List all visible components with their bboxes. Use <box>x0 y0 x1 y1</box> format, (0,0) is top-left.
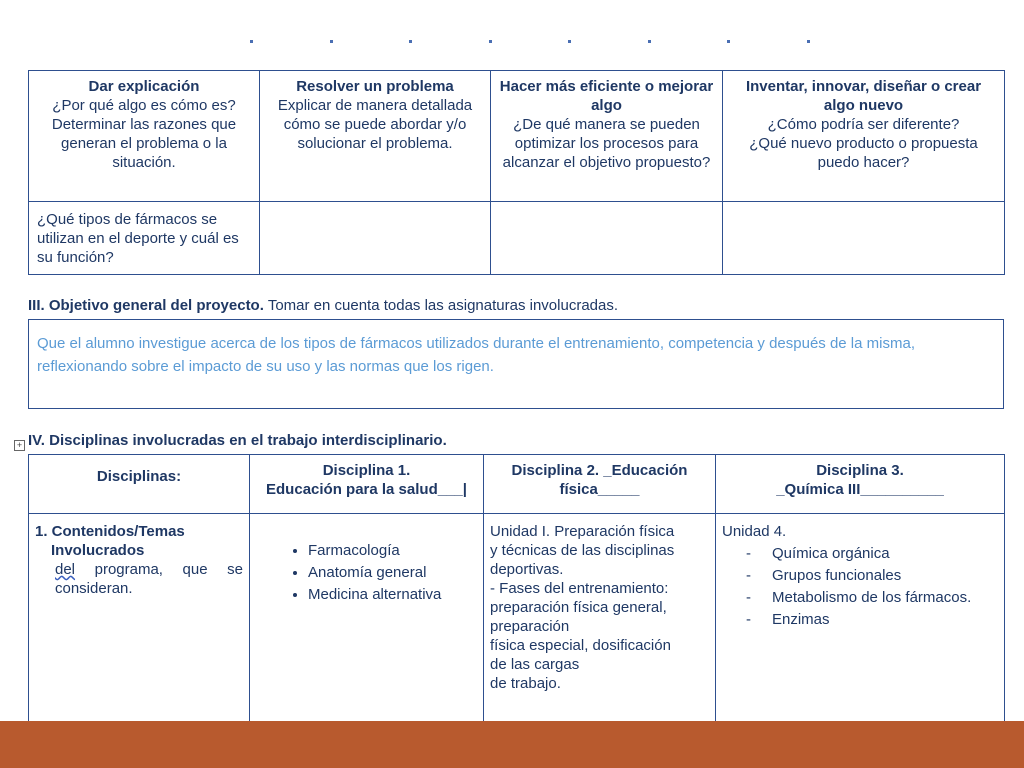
discipline-2-line1: Disciplina 2. _Educación <box>511 462 688 479</box>
section-4-heading: IV. Disciplinas involucradas en el trabajo interdisciplinario. <box>28 432 447 449</box>
objective-text: Que el alumno investigue acerca de los tipos de fármacos utilizados durante el entrenamiento, competencia y después de la misma, reflexionando sobre el impacto de su uso y las normas que los rigen. <box>37 335 915 375</box>
discipline-3-list <box>722 543 998 631</box>
list-item: • Medicina alternativa <box>308 584 477 606</box>
discipline-1-header <box>250 455 484 514</box>
discipline-1-line2: Educación para la salud___| <box>266 481 467 498</box>
section-3-heading: III. Objetivo general del proyecto. <box>28 297 264 314</box>
project-type-table <box>28 70 1005 275</box>
header-line: Determinar las razones que generan el problema o la situación. <box>51 116 237 171</box>
header-line: ¿Qué nuevo producto o propuesta puedo hacer? <box>749 135 978 171</box>
section-4-title <box>28 432 447 449</box>
contents-row-header <box>29 514 250 722</box>
discipline-1-contents[interactable] <box>250 514 484 722</box>
disciplines-label: Disciplinas: <box>96 468 182 485</box>
header-title: Resolver un problema <box>296 78 454 95</box>
header-cell-solve <box>260 71 491 202</box>
header-title: Hacer más eficiente o mejorar algo <box>499 78 714 114</box>
text-line: de trabajo. <box>490 675 561 692</box>
answer-cell-explain[interactable]: ¿Qué tipos de fármacos se utilizan en el deporte y cuál es su función? <box>29 202 260 275</box>
text-line: Unidad I. Preparación física <box>490 523 675 540</box>
answer-cell-solve[interactable] <box>260 202 491 275</box>
discipline-2-contents[interactable] <box>484 514 716 722</box>
discipline-3-contents[interactable] <box>716 514 1005 722</box>
footer-bar <box>0 721 1024 768</box>
row-header-line1: 1. Contenidos/Temas <box>35 523 185 540</box>
answer-cell-improve[interactable] <box>491 202 723 275</box>
discipline-2-line2: física_____ <box>559 481 640 498</box>
discipline-3-header <box>716 455 1005 514</box>
discipline-1-line1: Disciplina 1. <box>322 462 411 479</box>
text-line: de las cargas <box>490 656 580 673</box>
unit-title: Unidad 4. <box>722 523 787 540</box>
row-header-line2: Involucrados <box>51 542 145 559</box>
disciplines-label-cell <box>29 455 250 514</box>
header-cell-improve <box>491 71 723 202</box>
header-cell-explain <box>29 71 260 202</box>
header-title: Dar explicación <box>88 78 200 95</box>
objective-box[interactable] <box>28 319 1004 409</box>
row-header-line4: consideran. <box>55 580 133 597</box>
text-line: preparación física general, <box>490 599 667 616</box>
header-line: ¿Cómo podría ser diferente? <box>767 116 960 133</box>
header-title: Inventar, innovar, diseñar o crear algo nuevo <box>745 78 982 114</box>
answer-cell-invent[interactable] <box>723 202 1005 275</box>
text-line: y técnicas de las disciplinas <box>490 542 675 559</box>
header-line: ¿Por qué algo es cómo es? <box>52 97 236 114</box>
row-header-line3 <box>35 560 243 579</box>
move-icon[interactable]: + <box>14 440 25 451</box>
list-item: - Grupos funcionales <box>746 565 998 587</box>
section-3-title <box>28 297 618 314</box>
discipline-1-list <box>256 540 477 606</box>
list-item: • Anatomía general <box>308 562 477 584</box>
header-cell-invent <box>723 71 1005 202</box>
list-item: - Enzimas <box>746 609 998 631</box>
section-3-instruction: Tomar en cuenta todas las asignaturas involucradas. <box>267 297 619 314</box>
row-header-line3-rest: programa, que se <box>94 561 243 578</box>
text-line: - Fases del entrenamiento: <box>490 580 669 597</box>
discipline-2-header <box>484 455 716 514</box>
text-line: deportivas. <box>490 561 564 578</box>
cropped-text-remnant <box>250 36 810 46</box>
header-line: Explicar de manera detallada cómo se puede abordar y/o solucionar el problema. <box>277 97 473 152</box>
discipline-3-line1: Disciplina 3. <box>816 462 904 479</box>
text-line: física especial, dosificación <box>490 637 671 654</box>
text-line: preparación <box>490 618 570 635</box>
spellcheck-word: del <box>55 561 76 578</box>
header-line: ¿De qué manera se pueden optimizar los procesos para alcanzar el objetivo propuesto? <box>502 116 711 171</box>
discipline-3-line2: _Química III__________ <box>776 481 944 498</box>
list-item: - Metabolismo de los fármacos. <box>746 587 998 609</box>
list-item: • Farmacología <box>308 540 477 562</box>
disciplines-table <box>28 454 1005 722</box>
list-item: - Química orgánica <box>746 543 998 565</box>
